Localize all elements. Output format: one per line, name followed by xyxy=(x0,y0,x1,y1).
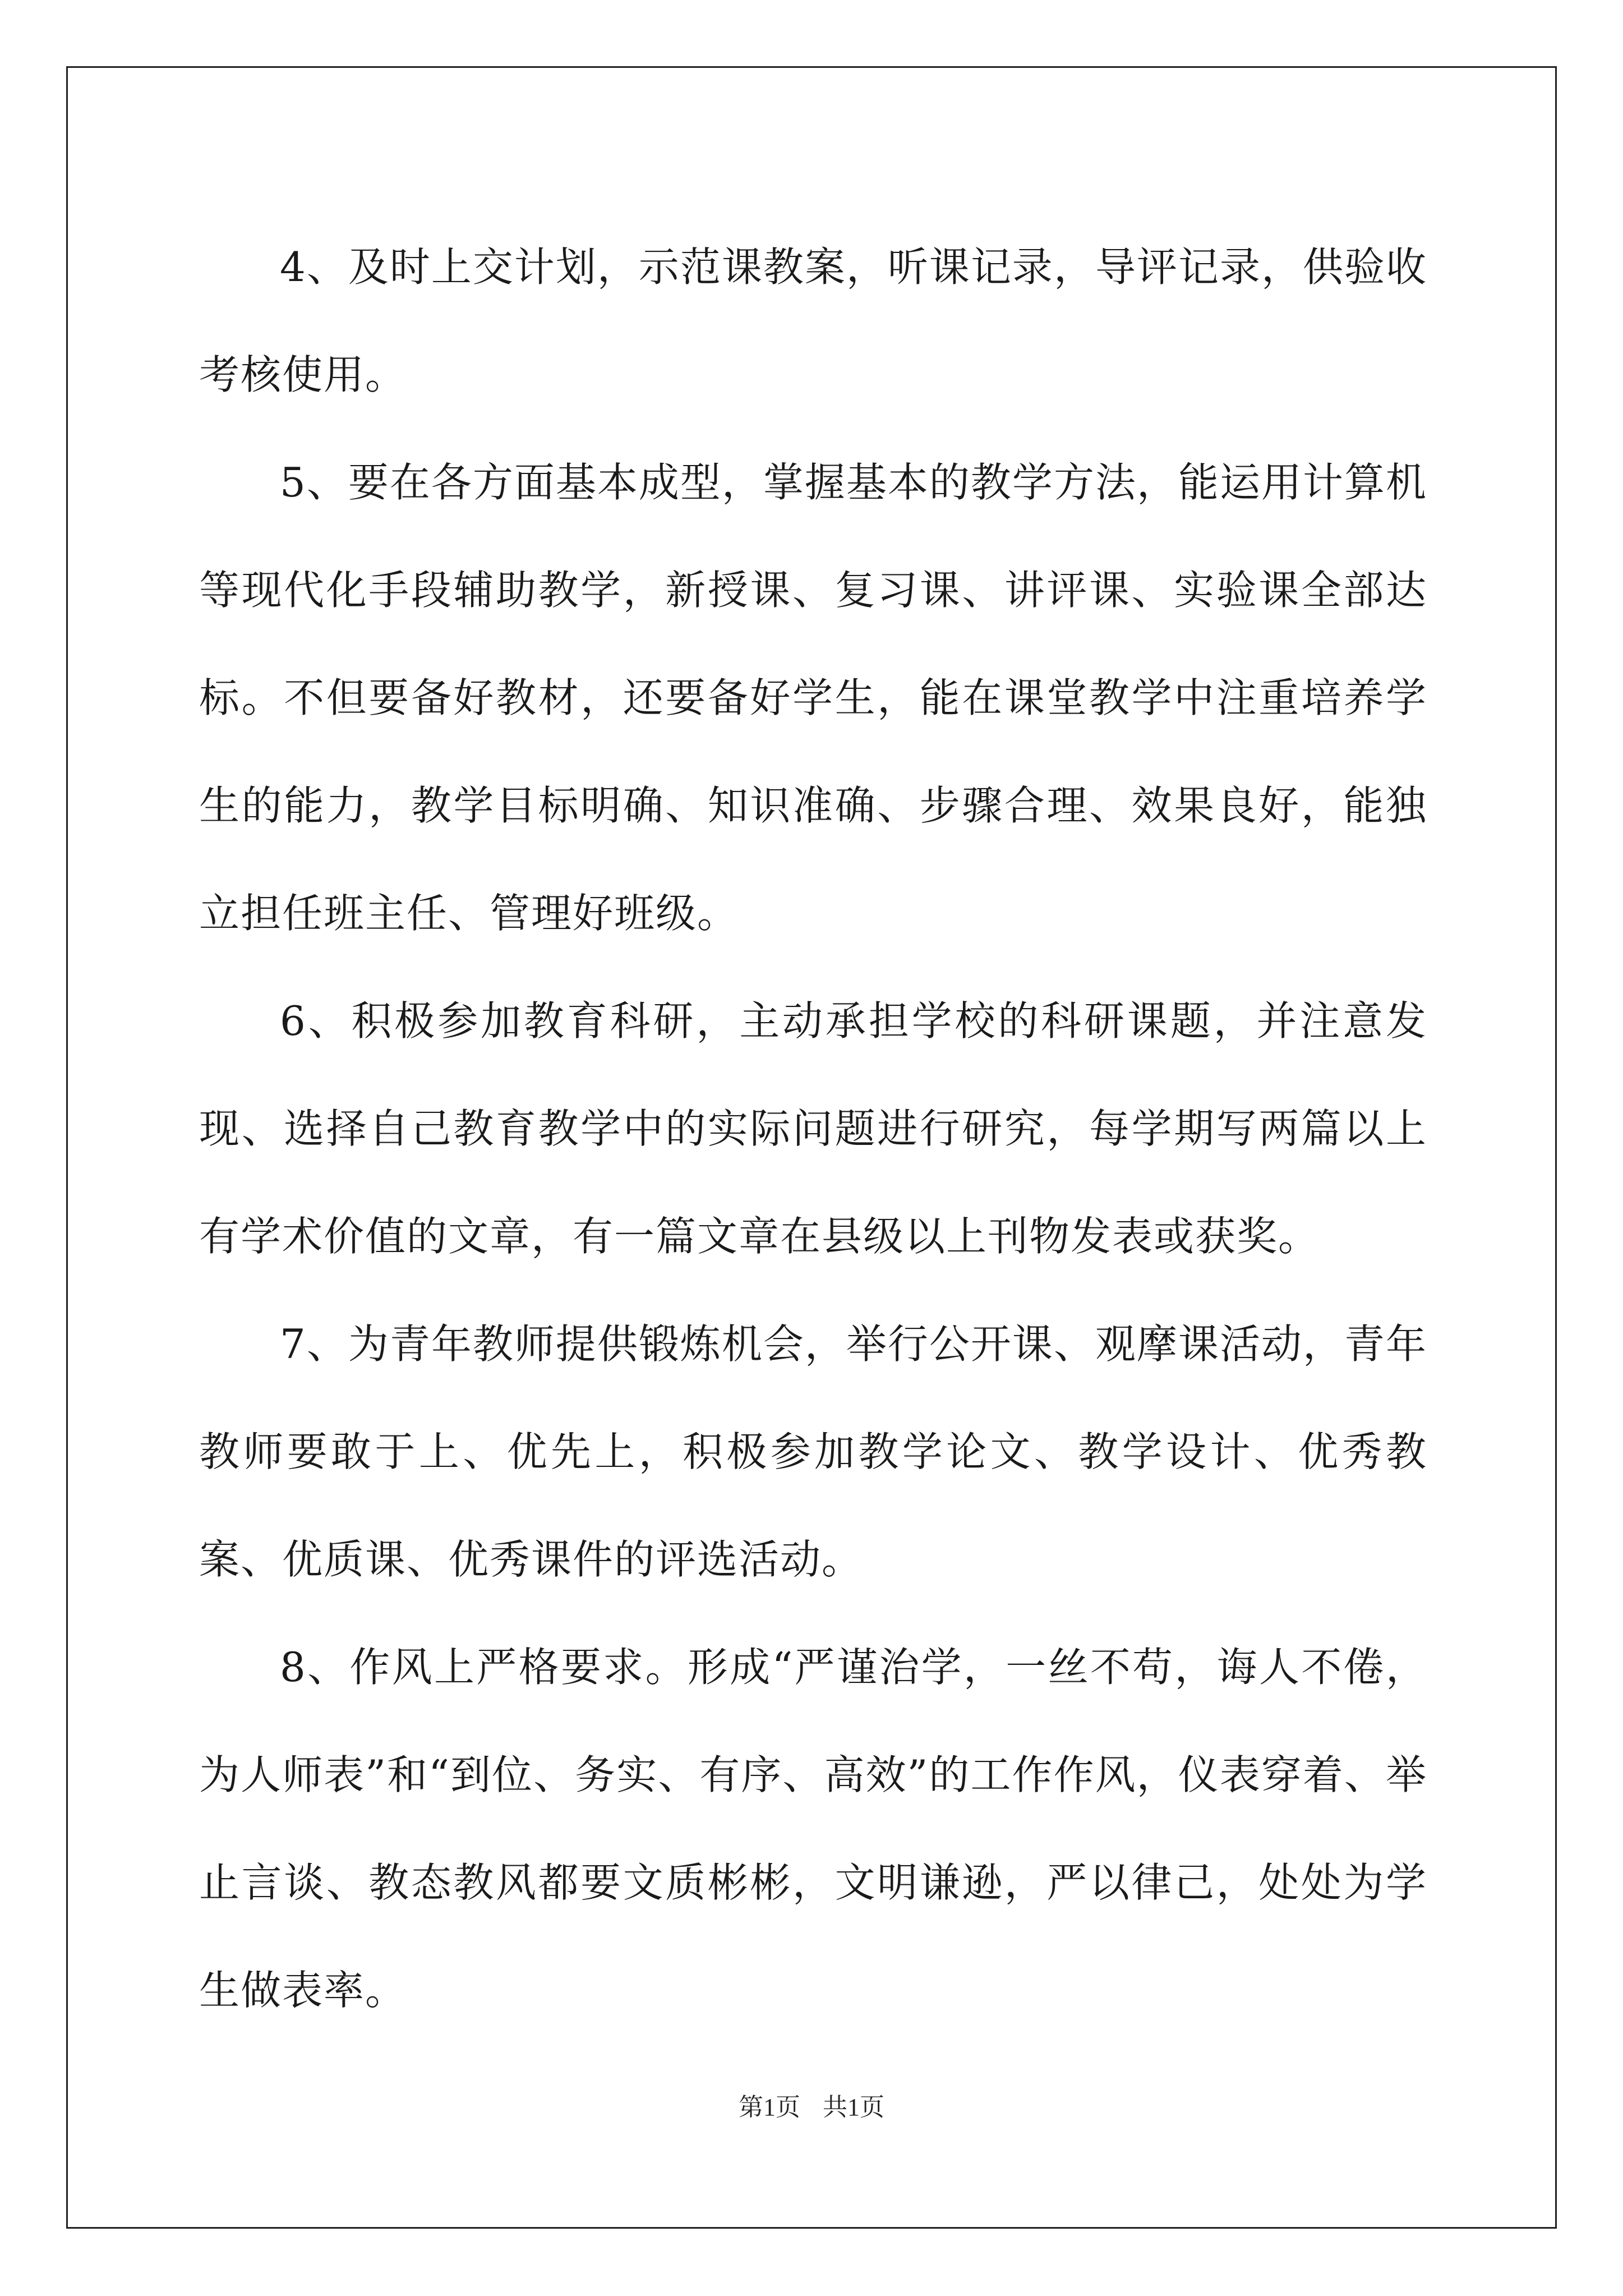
paragraph-item-4: 4、及时上交计划，示范课教案，听课记录，导评记录，供验收考核使用。 xyxy=(199,243,1427,398)
page-total: 共1页 xyxy=(823,2093,884,2121)
page-footer xyxy=(0,2087,1623,2123)
paragraph-item-5: 5、要在各方面基本成型，掌握基本的教学方法，能运用计算机等现代化手段辅助教学，新授课、复习课、讲评课、实验课全部达标。不但要备好教材，还要备好学生，能在课堂教学中注重培养学生的能力，教学目标明确、知识准确、步骤合理、效果良好，能独立担任班主任、管理好班级。 xyxy=(199,459,1427,937)
paragraph-item-6: 6、积极参加教育科研，主动承担学校的科研课题，并注意发现、选择自己教育教学中的实际问题进行研究，每学期写两篇以上有学术价值的文章，有一篇文章在县级以上刊物发表或获奖。 xyxy=(199,997,1427,1260)
paragraph-item-7: 7、为青年教师提供锻炼机会，举行公开课、观摩课活动，青年教师要敢于上、优先上，积极参加教学论文、教学设计、优秀教案、优质课、优秀课件的评选活动。 xyxy=(199,1320,1427,1583)
paragraph-item-8: 8、作风上严格要求。形成“严谨治学，一丝不苟，诲人不倦，为人师表”和“到位、务实、有序、高效”的工作作风，仪表穿着、举止言谈、教态教风都要文质彬彬，文明谦逊，严以律己，处处为学生做表率。 xyxy=(199,1644,1427,2014)
document-body xyxy=(199,213,1427,2044)
page-number: 第1页 xyxy=(739,2093,800,2121)
